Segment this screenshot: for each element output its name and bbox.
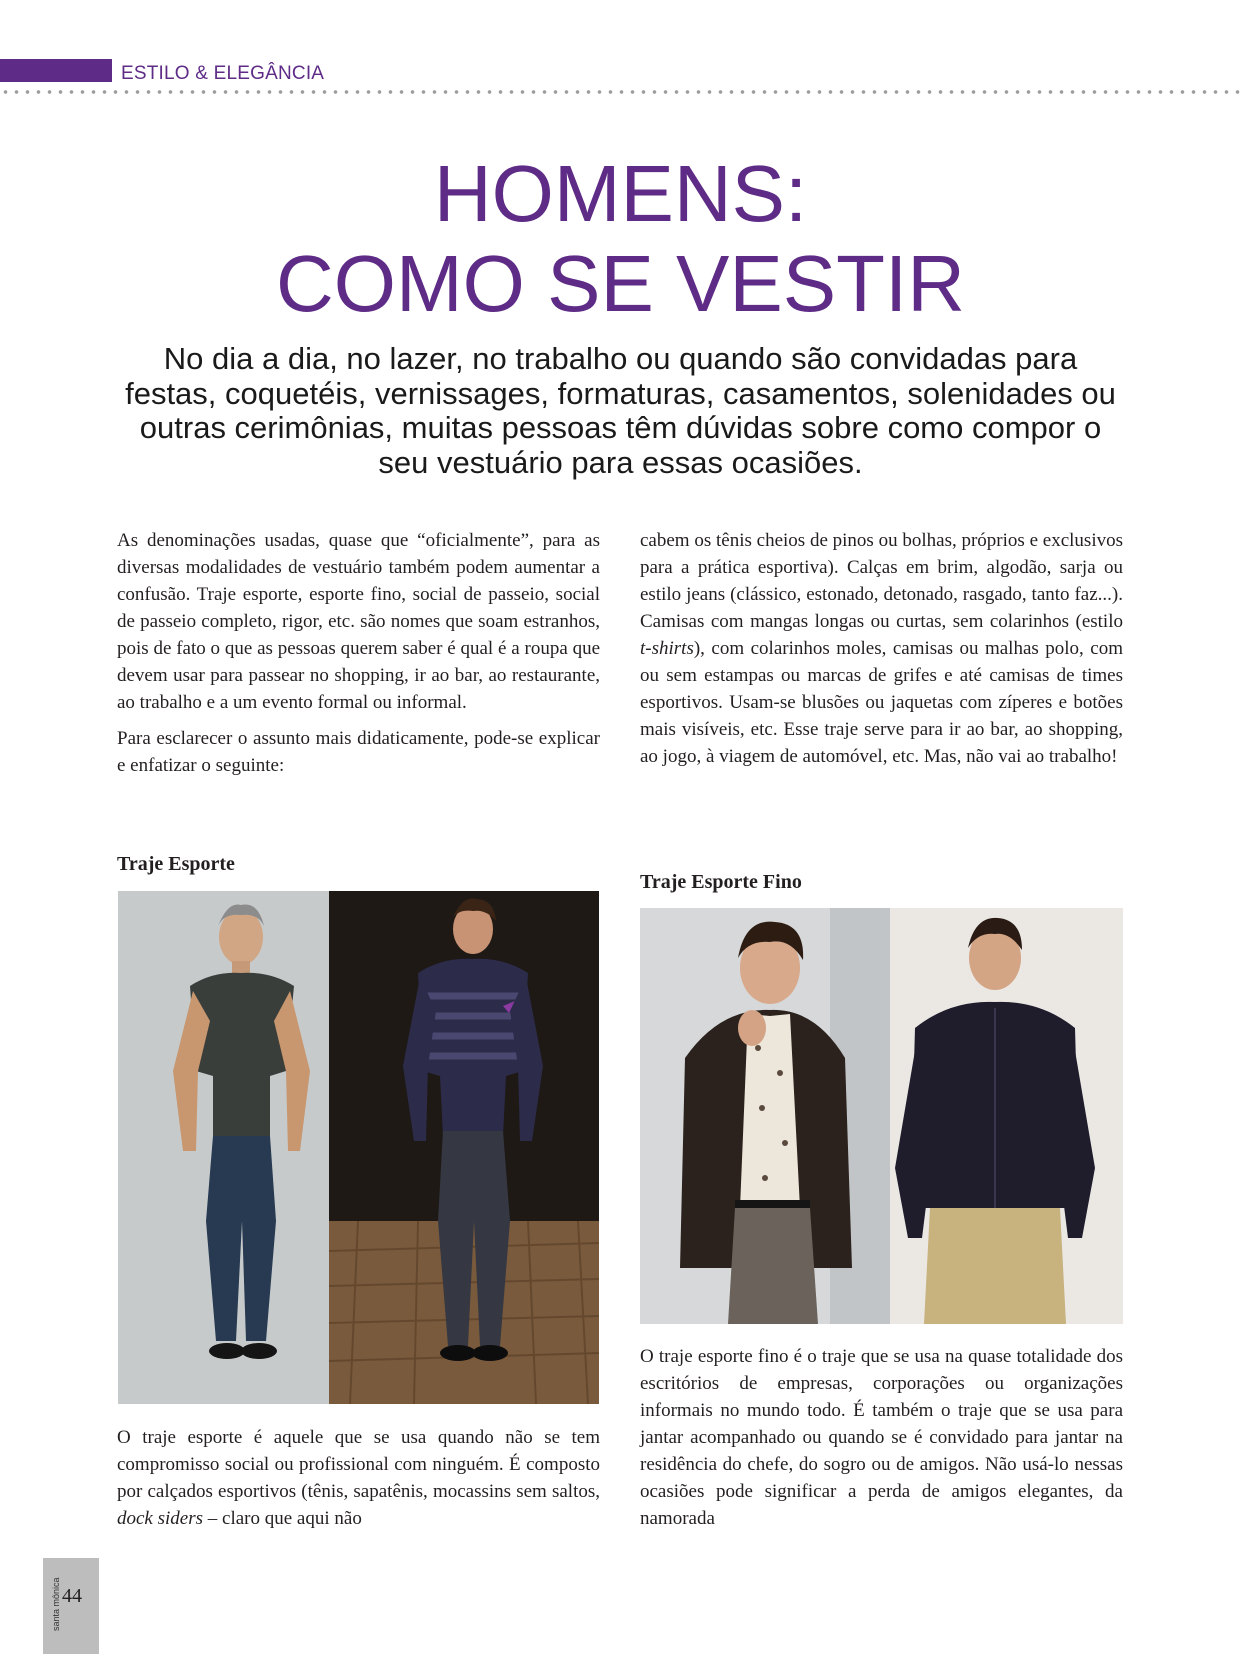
page-title-line-1: HOMENS:: [433, 149, 808, 238]
section-label: ESTILO & ELEGÂNCIA: [121, 63, 325, 84]
page-title-line-2: COMO SE VESTIR: [276, 239, 965, 328]
column-right-intro: [640, 527, 1123, 770]
sport-text-italic: dock siders: [117, 1508, 204, 1529]
sport-fine-description: [640, 1343, 1123, 1532]
sport-description: [117, 1424, 600, 1532]
sport-text-b: – claro que aqui não: [203, 1508, 362, 1529]
dotted-divider: [0, 90, 1241, 94]
sport-paragraph: [117, 1424, 600, 1532]
photo-traje-esporte: [118, 891, 599, 1404]
intro-paragraph-1: As denominações usadas, quase que “oficialmente”, para as diversas modalidades de vestuário também podem aumentar a confusão. Traje esporte, esporte fino, social de passeio, social de passeio completo, rigor, etc. são nomes que soam estranhos, pois de fato o que as pessoas querem saber é qual é a roupa que devem usar para passear no shopping, ir ao bar, ao restaurante, ao trabalho e a um evento formal ou informal.: [117, 530, 600, 713]
magazine-name: santa mônica: [51, 1577, 61, 1631]
sport-fine-paragraph: O traje esporte fino é o traje que se usa na quase totalidade dos escritórios de empresas, corporações ou organizações informais no mundo todo. É também o traje que se usa para jantar acompanhado ou quando se é convidado para jantar na residência do chefe, do sogro ou de amigos. Não usá-lo nessas ocasiões pode significar a perda de amigos elegantes, da namorada: [640, 1346, 1123, 1529]
sport-continued-text-a: cabem os tênis cheios de pinos ou bolhas, próprios e exclusivos para a prática esportiva). Calças em brim, algodão, sarja ou estilo jeans (clássico, estonado, detonado, rasgado, tanto faz...). Camisas com mangas longas ou curtas, sem colarinhos (estilo: [640, 530, 1123, 632]
sport-text-a: O traje esporte é aquele que se usa quando não se tem compromisso social ou profissional com ninguém. É composto por calçados esportivos (tênis, sapatênis, mocassins sem saltos,: [117, 1427, 600, 1502]
sport-continued-text-b: ), com colarinhos moles, camisas ou malhas polo, com ou sem estampas ou marcas de grifes e até camisas de times esportivos. Usam-se blusões ou jaquetas com zíperes e botões mais visíveis, etc. Esse traje serve para ir ao bar, ao shopping, ao jogo, à viagem de automóvel, etc. Mas, não vai ao trabalho!: [640, 638, 1123, 767]
intro-paragraph-2: Para esclarecer o assunto mais didaticamente, pode-se explicar e enfatizar o seguinte:: [117, 728, 600, 776]
photo-traje-esporte-fino: [640, 908, 1123, 1324]
page-number: 44: [62, 1585, 82, 1607]
column-left-intro: [117, 527, 600, 779]
heading-traje-esporte-fino: Traje Esporte Fino: [640, 871, 802, 893]
section-color-bar: [0, 59, 112, 82]
heading-traje-esporte: Traje Esporte: [117, 853, 235, 875]
sport-continued-italic: t-shirts: [640, 638, 694, 659]
sport-description-continued: [640, 527, 1123, 770]
lead-paragraph: No dia a dia, no lazer, no trabalho ou quando são convidadas para festas, coquetéis, vernissages, formaturas, casamentos, solenidades ou outras cerimônias, muitas pessoas têm dúvidas sobre como compor o seu vestuário para essas ocasiões.: [125, 341, 1116, 480]
